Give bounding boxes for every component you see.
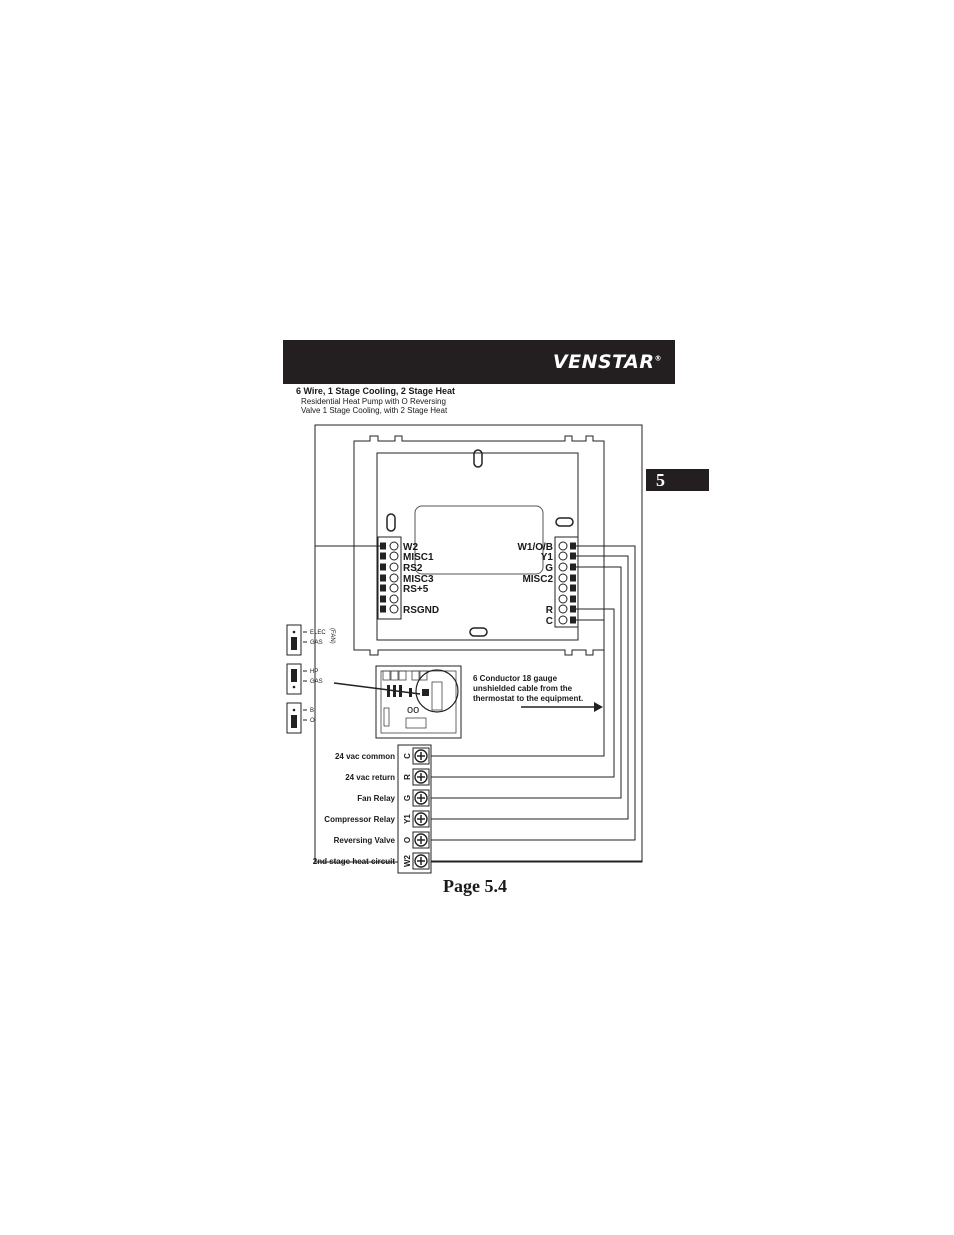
right-terminal-label: G [545, 563, 553, 574]
cable-note-line1: 6 Conductor 18 gauge [473, 674, 558, 683]
cable-note-line3: thermostat to the equipment. [473, 694, 584, 703]
left-terminal-screw [380, 606, 386, 613]
jumper-label-top: HP [310, 669, 319, 675]
left-terminal-port [390, 595, 398, 603]
right-terminal-port [559, 563, 567, 571]
left-terminal-label: MISC3 [403, 574, 434, 585]
equipment-terminal-block [313, 745, 431, 873]
right-terminal-screw [570, 585, 576, 592]
equipment-terminal-code: G [403, 794, 413, 802]
right-terminal-port [559, 552, 567, 560]
jumper-cap [291, 669, 297, 682]
diagram-subtitle-line1: Residential Heat Pump with O Reversing [301, 397, 446, 406]
right-terminal-label: C [545, 616, 553, 627]
right-terminal-port [559, 616, 567, 624]
left-terminal-label: MISC1 [403, 552, 434, 563]
jumper-cap [291, 637, 297, 650]
jumper-cap [291, 715, 297, 728]
jumper-label-top: B [310, 708, 315, 714]
right-terminal-label: Y1 [540, 552, 553, 563]
right-terminal-port [559, 595, 567, 603]
section-tab: 5 [646, 469, 709, 491]
jumper-pin [293, 631, 296, 634]
left-terminal-port [390, 584, 398, 592]
left-terminal-label: RS+5 [403, 584, 429, 595]
left-terminal-port [390, 563, 398, 571]
jumper-label-top: ELEC [310, 630, 326, 636]
left-terminal-label: RS2 [403, 563, 423, 574]
diagram-title: 6 Wire, 1 Stage Cooling, 2 Stage Heat [296, 386, 455, 396]
left-terminal-screw [380, 585, 386, 592]
cable-note-line2: unshielded cable from the [473, 684, 573, 693]
equipment-terminal-label: Reversing Valve [333, 836, 395, 845]
left-terminal-label: W2 [403, 542, 418, 553]
left-terminal-port [390, 552, 398, 560]
left-terminal-screw [380, 553, 386, 560]
left-terminal-screw [380, 543, 386, 550]
equipment-terminal-code: W2 [403, 855, 413, 867]
jumper-pin [293, 709, 296, 712]
cable-arrow-head [594, 702, 603, 712]
jumper-label-bottom: O [310, 718, 315, 724]
left-terminal-screw [380, 564, 386, 571]
left-terminal-port [390, 542, 398, 550]
equipment-terminal-label: Fan Relay [357, 794, 395, 803]
right-terminal-port [559, 584, 567, 592]
right-terminal-screw [570, 596, 576, 603]
right-terminal-port [559, 574, 567, 582]
jumper-label-bottom: GAS [310, 679, 323, 685]
left-terminal-port [390, 605, 398, 613]
equipment-terminal-label: Compressor Relay [324, 815, 395, 824]
left-terminal-screw [380, 575, 386, 582]
circuit-board-inset [376, 666, 461, 738]
page-label: Page 5.4 [443, 876, 507, 896]
right-terminal-label: W1/O/B [517, 542, 553, 553]
equipment-terminal-label: 2nd stage heat circuit [312, 857, 395, 866]
equipment-terminal-label: 24 vac common [334, 752, 395, 761]
left-terminal-port [390, 574, 398, 582]
venstar-logo: VENSTAR® [552, 351, 662, 373]
jumper-label-bottom: GAS [310, 640, 323, 646]
equipment-terminal-code: R [403, 774, 413, 780]
svg-text:oo: oo [407, 704, 420, 716]
equipment-terminal-code: O [403, 836, 413, 844]
equipment-terminal-code: Y1 [403, 814, 413, 824]
equipment-terminal-code: C [403, 753, 413, 759]
right-terminal-port [559, 542, 567, 550]
right-terminal-label: MISC2 [522, 574, 553, 585]
right-terminal-screw [570, 575, 576, 582]
right-terminal-port [559, 605, 567, 613]
diagram-subtitle-line2: Valve 1 Stage Cooling, with 2 Stage Heat [301, 406, 448, 415]
jumper-group [287, 625, 335, 733]
left-terminal-screw [380, 596, 386, 603]
jumper-note: (FAN) [329, 628, 335, 644]
equipment-terminal-label: 24 vac return [345, 773, 395, 782]
left-terminal-label: RSGND [403, 605, 440, 616]
jumper-pin [293, 686, 296, 689]
right-terminal-label: R [545, 605, 553, 616]
